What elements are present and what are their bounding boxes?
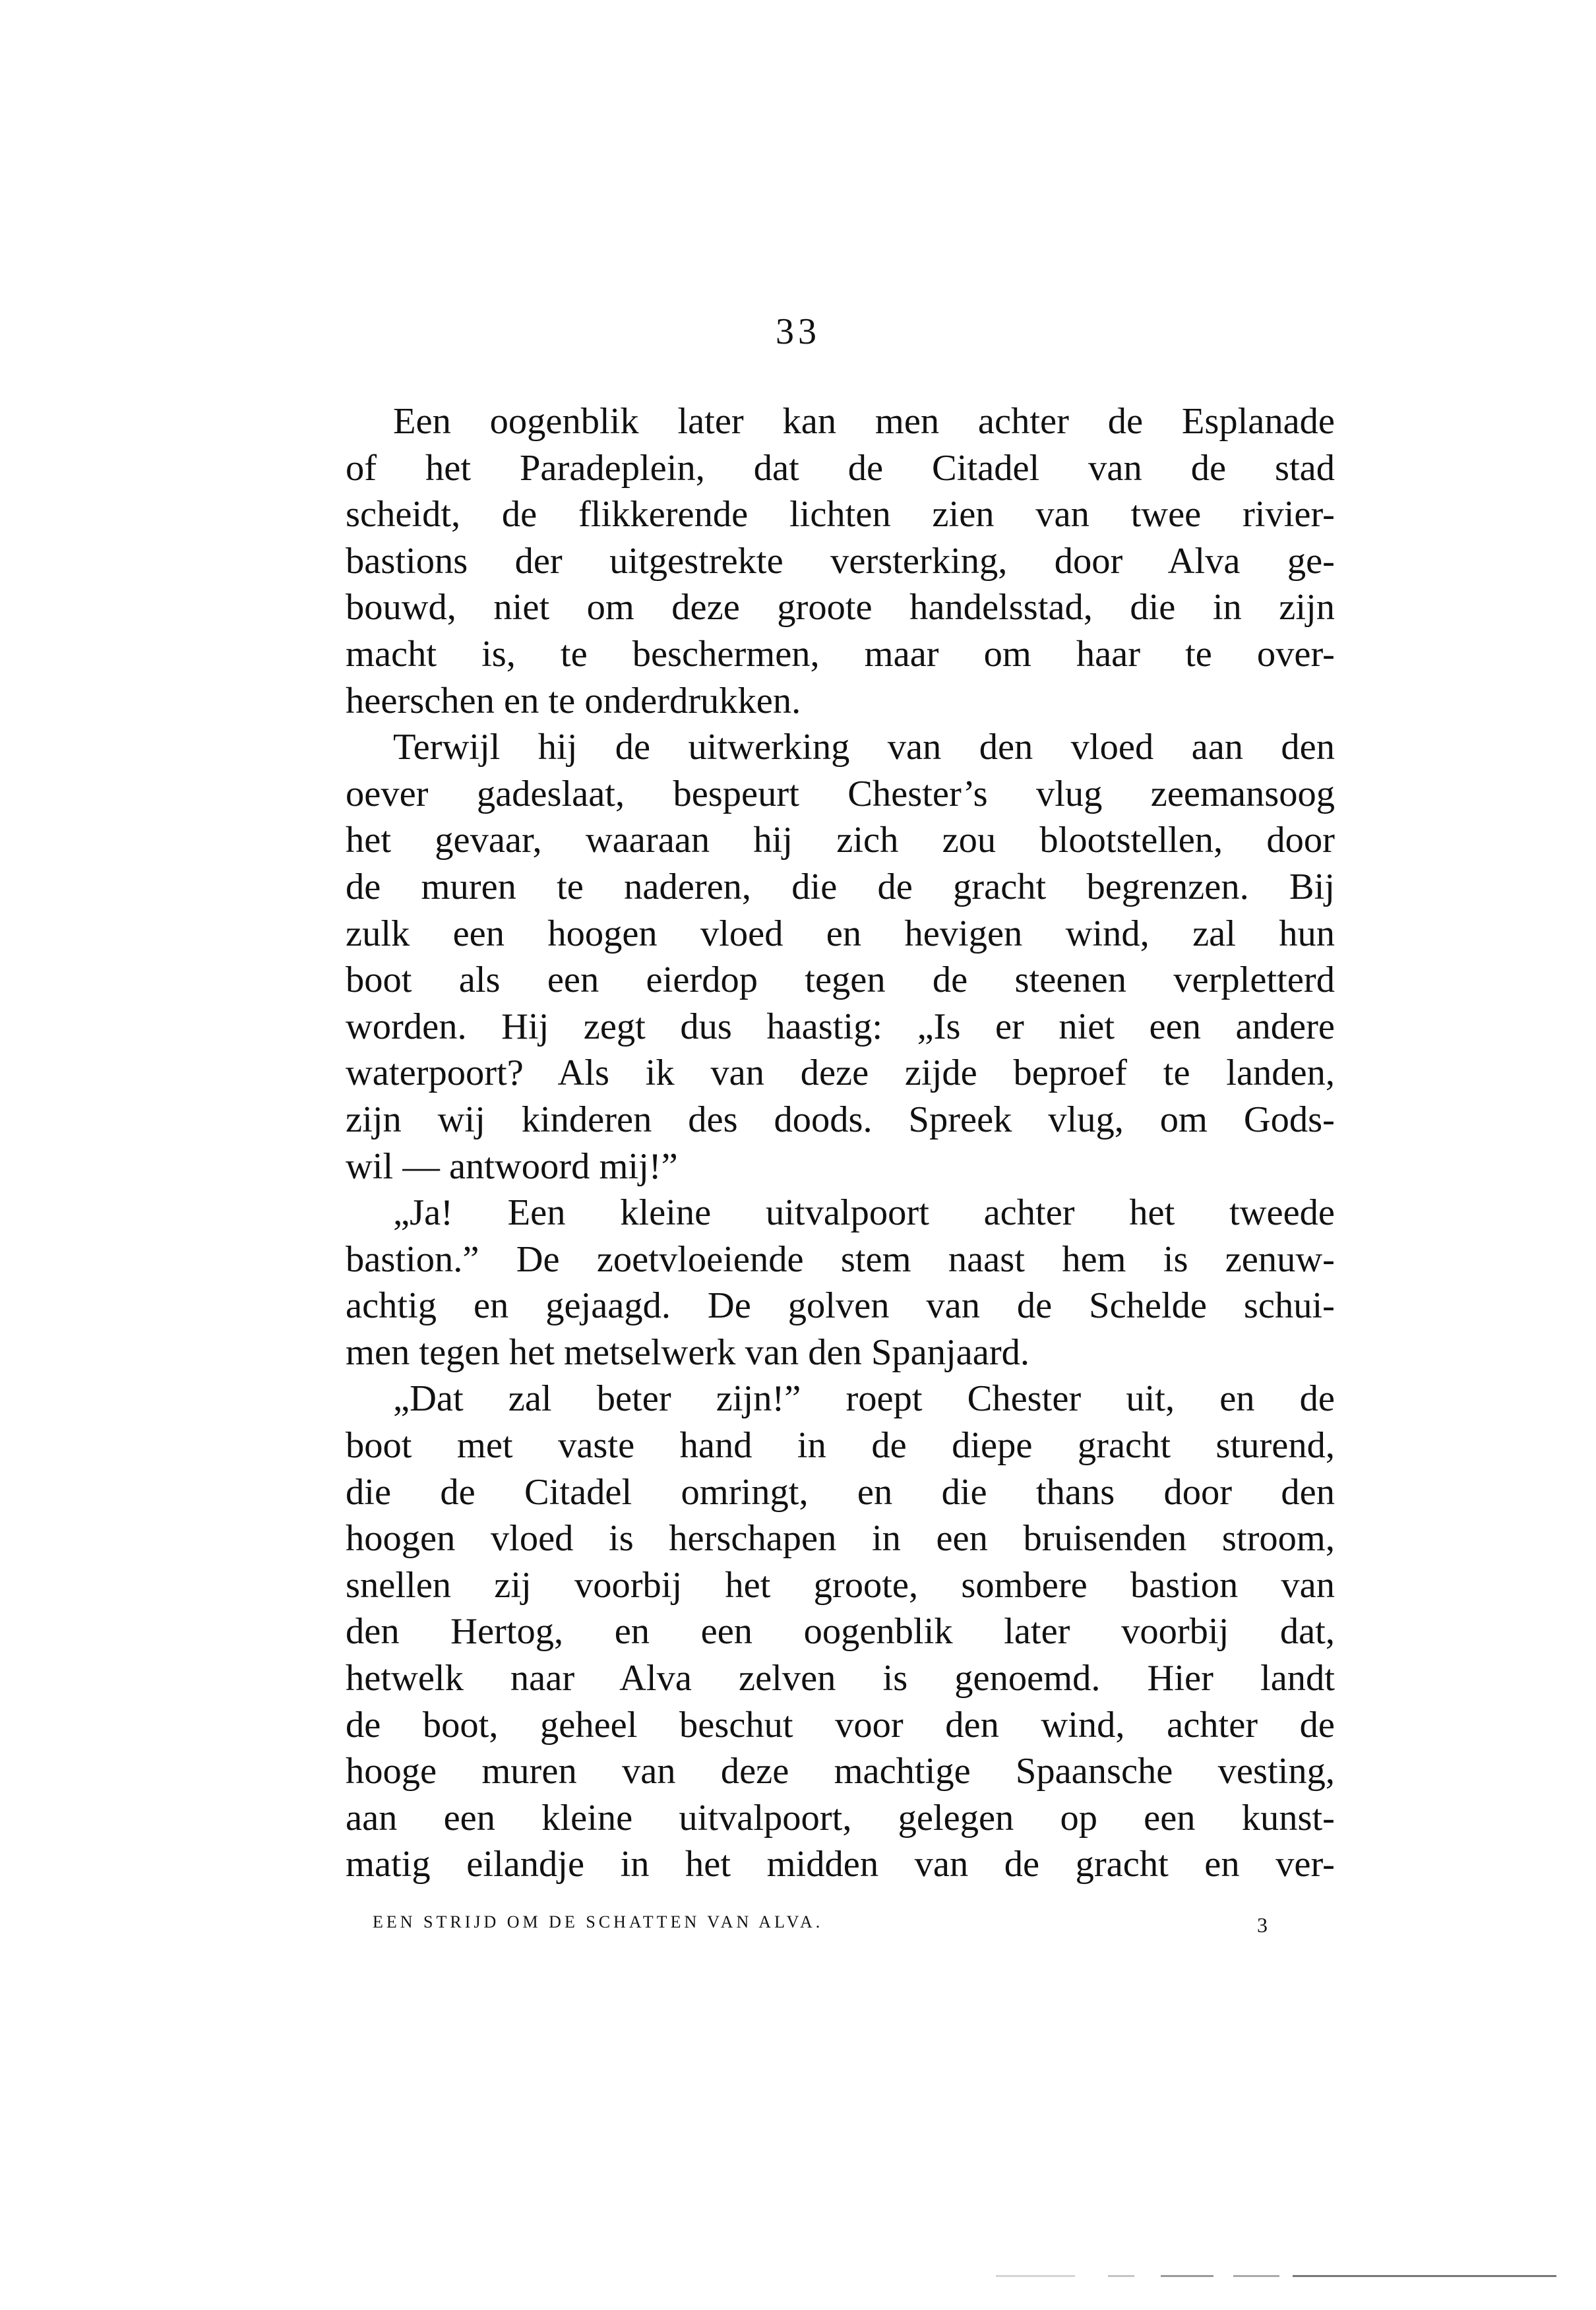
text-line: oever gadeslaat, bespeurt Chester’s vlug zeemansoog	[346, 773, 1335, 814]
text-line: den Hertog, en een oogenblik later voorbij dat,	[346, 1611, 1335, 1653]
text-line: macht is, te beschermen, maar om haar te over-	[346, 633, 1335, 675]
body-text	[346, 398, 1335, 1888]
text-line: de muren te naderen, die de gracht begrenzen. Bij	[346, 866, 1335, 907]
text-line: wil — antwoord mij!”	[346, 1145, 678, 1187]
scan-edge-line	[1233, 2275, 1279, 2277]
text-line: boot als een eierdop tegen de steenen verpletterd	[346, 959, 1335, 1001]
text-line: zulk een hoogen vloed en hevigen wind, zal hun	[346, 913, 1335, 954]
text-line: scheidt, de flikkerende lichten zien van twee rivier-	[346, 494, 1335, 535]
text-line: of het Paradeplein, dat de Citadel van de stad	[346, 447, 1335, 489]
text-line: Een oogenblik later kan men achter de Esplanade	[393, 401, 1335, 442]
text-line: het gevaar, waaraan hij zich zou blootstellen, door	[346, 820, 1335, 861]
text-line: bastion.” De zoetvloeiende stem naast hem is zenuw-	[346, 1238, 1335, 1280]
scan-edge-line	[1108, 2275, 1134, 2277]
text-line: „Ja! Een kleine uitvalpoort achter het tweede	[393, 1192, 1335, 1234]
text-line: bouwd, niet om deze groote handelsstad, die in zijn	[346, 587, 1335, 628]
text-line: bastions der uitgestrekte versterking, door Alva ge-	[346, 540, 1335, 582]
text-line: zijn wij kinderen des doods. Spreek vlug, om Gods-	[346, 1099, 1335, 1140]
page-footer	[373, 1909, 1296, 1942]
text-line: snellen zij voorbij het groote, sombere bastion van	[346, 1564, 1335, 1606]
text-line: achtig en gejaagd. De golven van de Schelde schui-	[346, 1285, 1335, 1327]
text-line: hetwelk naar Alva zelven is genoemd. Hier landt	[346, 1658, 1335, 1699]
text-line: „Dat zal beter zijn!” roept Chester uit, en de	[393, 1378, 1335, 1420]
page-number: 33	[776, 311, 820, 352]
scan-edge-line	[996, 2275, 1075, 2277]
text-line: hoogen vloed is herschapen in een bruisenden stroom,	[346, 1518, 1335, 1560]
text-line: matig eilandje in het midden van de gracht en ver-	[346, 1844, 1335, 1885]
text-line: worden. Hij zegt dus haastig: „Is er niet een andere	[346, 1006, 1335, 1047]
text-line: boot met vaste hand in de diepe gracht sturend,	[346, 1425, 1335, 1467]
text-line: de boot, geheel beschut voor den wind, achter de	[346, 1704, 1335, 1746]
text-line: die de Citadel omringt, en die thans door den	[346, 1471, 1335, 1513]
text-line: aan een kleine uitvalpoort, gelegen op een kunst-	[346, 1797, 1335, 1839]
scan-edge-line	[1293, 2275, 1556, 2277]
text-line: hooge muren van deze machtige Spaansche vesting,	[346, 1751, 1335, 1792]
text-line: heerschen en te onderdrukken.	[346, 680, 801, 721]
text-line: men tegen het metselwerk van den Spanjaard.	[346, 1331, 1030, 1373]
text-line: Terwijl hij de uitwerking van den vloed aan den	[393, 727, 1335, 768]
text-line: waterpoort? Als ik van deze zijde beproef te landen,	[346, 1052, 1335, 1094]
signature-mark: 3	[1257, 1913, 1268, 1937]
footer-book-title: EEN STRIJD OM DE SCHATTEN VAN ALVA.	[373, 1912, 824, 1931]
scan-edge-line	[1161, 2275, 1213, 2277]
